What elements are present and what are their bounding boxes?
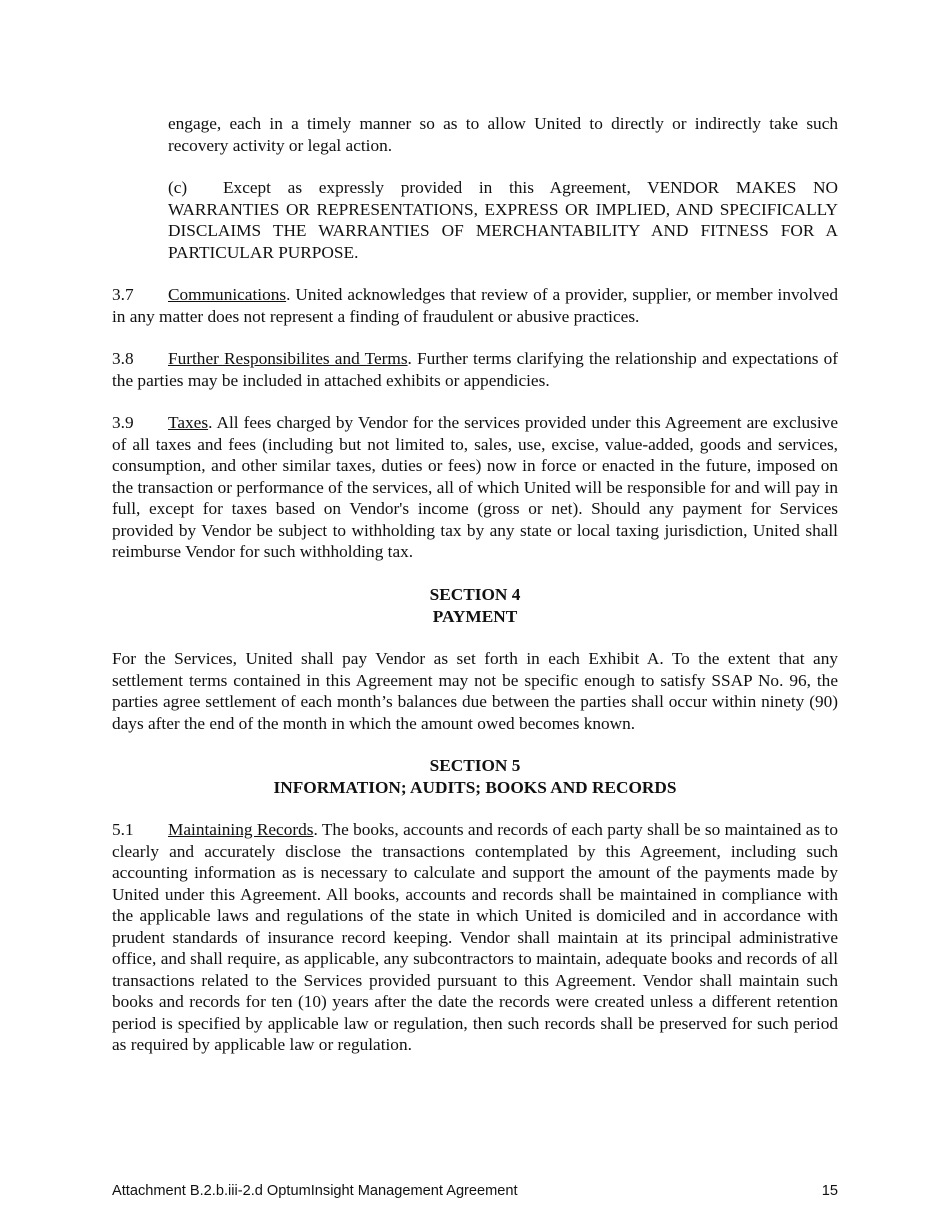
paragraph-label: (c) xyxy=(168,178,188,197)
section-5-heading xyxy=(112,755,838,798)
section-3-8 xyxy=(112,348,838,391)
paragraph-c-disclaimer xyxy=(168,177,838,263)
section-title: Maintaining Records xyxy=(168,820,314,839)
section-5-1 xyxy=(112,819,838,1056)
section-number: 3.9 xyxy=(112,413,134,432)
section-3-7 xyxy=(112,284,838,327)
section-title: Taxes xyxy=(168,413,209,432)
section-4-heading xyxy=(112,584,838,627)
section-number-heading: SECTION 5 xyxy=(429,756,521,775)
paragraph-payment: For the Services, United shall pay Vendor as set forth in each Exhibit A. To the extent that any settlement terms contained in this Agreement may not be specific enough to satisfy SSAP No. 96, the parties agree settlement of each month’s balances due between the parties shall occur within ninety (90) days after the end of the month in which the amount owed becomes known. xyxy=(112,649,838,733)
paragraph-text: Except as expressly provided in this Agreement, VENDOR MAKES NO WARRANTIES OR REPRESENTATIONS, EXPRESS OR IMPLIED, AND SPECIFICALLY DISCLAIMS THE WARRANTIES OF MERCHANTABILITY AND FITNESS FOR A PARTICULAR PURPOSE. xyxy=(168,178,838,262)
section-number: 3.8 xyxy=(112,349,134,368)
section-number-heading: SECTION 4 xyxy=(429,585,521,604)
section-text: . Further terms clarifying the relationship and expectations of the parties may be included in attached exhibits or appendicies. xyxy=(112,349,838,390)
footer-attachment-label: Attachment B.2.b.iii-2.d OptumInsight Management Agreement xyxy=(112,1183,518,1199)
section-number: 5.1 xyxy=(112,820,134,839)
section-number: 3.7 xyxy=(112,285,134,304)
section-title: Further Responsibilites and Terms xyxy=(168,349,408,368)
page-footer xyxy=(112,1183,838,1199)
section-title-heading: INFORMATION; AUDITS; BOOKS AND RECORDS xyxy=(273,777,677,797)
section-3-9 xyxy=(112,412,838,563)
page-number: 15 xyxy=(821,1183,838,1199)
paragraph-engage: engage, each in a timely manner so as to allow United to directly or indirectly take such recovery activity or legal action. xyxy=(168,114,838,155)
section-text: . All fees charged by Vendor for the services provided under this Agreement are exclusive of all taxes and fees (including but not limited to, sales, use, excise, value-added, goods and services, consumption, and other similar taxes, duties or fees) now in force or enacted in the future, imposed on the transaction or performance of the services, all of which United will be responsible for and will pay in full, except for taxes based on Vendor's income (gross or net). Should any payment for Services provided by Vendor be subject to withholding tax by any state or local taxing jurisdiction, United shall reimburse Vendor for such withholding tax. xyxy=(112,413,838,561)
section-title-heading: PAYMENT xyxy=(432,606,518,626)
section-title: Communications xyxy=(168,285,287,304)
section-text: . The books, accounts and records of each party shall be so maintained as to clearly and accurately disclose the transactions contemplated by this Agreement, including such accounting information as is necessary to calculate and support the amount of the payments made by United under this Agreement. All books, accounts and records shall be maintained in compliance with the applicable laws and regulations of the state in which United is domiciled and in accordance with prudent standards of insurance record keeping. Vendor shall maintain at its principal administrative office, and shall require, as applicable, any subcontractors to maintain, adequate books and records of all transactions related to the Services provided pursuant to this Agreement. Vendor shall maintain such books and records for ten (10) years after the date the records were created unless a different retention period is specified by applicable law or regulation, then such records shall be preserved for such period as required by applicable law or regulation. xyxy=(112,820,838,1054)
section-text: . United acknowledges that review of a provider, supplier, or member involved in any matter does not represent a finding of fraudulent or abusive practices. xyxy=(112,285,838,326)
